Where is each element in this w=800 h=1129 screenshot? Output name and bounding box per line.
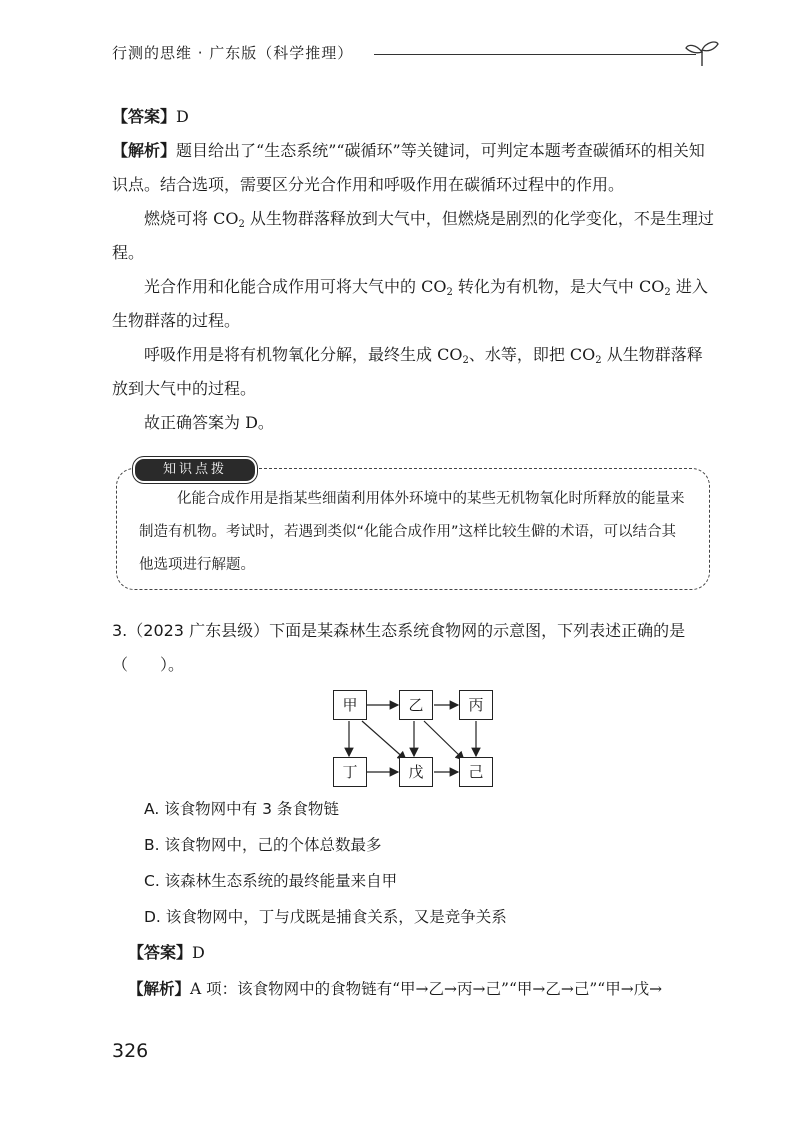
- q3-analysis: [128, 974, 718, 1004]
- analysis-intro: 题目给出了“生态系统”“碳循环”等关键词，可判定本题考查碳循环的相关知识点。结合选项，需要区分光合作用和呼吸作用在碳循环过程中的作用。: [112, 141, 705, 194]
- option-b: B. 该食物网中，己的个体总数最多: [144, 836, 382, 854]
- node-yi: 乙: [399, 690, 433, 720]
- answer-tag: 【答案】: [112, 107, 177, 126]
- node-ding: 丁: [333, 757, 367, 787]
- analysis-tag: 【解析】: [128, 979, 191, 998]
- node-bing: 丙: [459, 690, 493, 720]
- q2-paragraph-burning: 燃烧可将 $CO_2$ 从生物群落释放到大气中，但燃烧是剧烈的化学变化，不是生理过程。: [112, 209, 714, 262]
- q2-conclusion: 故正确答案为 D。: [144, 413, 274, 432]
- node-wu: 戊: [399, 757, 433, 787]
- running-header: [112, 38, 712, 68]
- option-a: A. 该食物网中有 3 条食物链: [144, 800, 339, 818]
- tip-badge: [133, 457, 257, 483]
- q3-stem: 3.（2023 广东县级）下面是某森林生态系统食物网的示意图，下列表述正确的是（ ）。: [112, 621, 686, 674]
- option-d: D. 该食物网中，丁与戊既是捕食关系，又是竞争关系: [144, 908, 507, 926]
- answer-value: D: [192, 943, 205, 962]
- header-title: 行测的思维 · 广东版（科学推理）: [112, 44, 354, 62]
- node-jia: 甲: [333, 690, 367, 720]
- tip-text: 化能合成作用是指某些细菌利用体外环境中的某些无机物氧化时所释放的能量来制造有机物。考试时，若遇到类似“化能合成作用”这样比较生僻的术语，可以结合其他选项进行解题。: [139, 491, 685, 573]
- option-c: C. 该森林生态系统的最终能量来自甲: [144, 872, 398, 890]
- tip-badge-label: 知识点拨: [162, 462, 227, 477]
- q2-answer: [112, 100, 716, 134]
- sprout-icon: [684, 38, 720, 68]
- analysis-text: A 项：该食物网中的食物链有“甲→乙→丙→己”“甲→乙→己”“甲→戊→: [190, 980, 663, 998]
- q3-answer: [128, 938, 205, 968]
- arrow-yi-ji: [424, 721, 464, 760]
- node-ji: 己: [459, 757, 493, 787]
- answer-tag: 【答案】: [128, 943, 193, 962]
- analysis-tag: 【解析】: [112, 141, 177, 160]
- header-rule: [374, 54, 696, 55]
- answer-value: D: [176, 107, 189, 126]
- q2-paragraph-photosynthesis: 光合作用和化能合成作用可将大气中的 $CO_2$ 转化为有机物，是大气中 $CO_2$ 进入生物群落的过程。: [112, 277, 708, 330]
- q2-analysis: [112, 134, 716, 202]
- food-web-diagram: [320, 684, 500, 790]
- tip-box: [116, 462, 710, 590]
- arrow-jia-wu: [362, 721, 406, 760]
- q2-paragraph-respiration: 呼吸作用是将有机物氧化分解，最终生成 $CO_2$、水等，即把 $CO_2$ 从生物群落释放到大气中的过程。: [112, 345, 703, 398]
- page-number: 326: [112, 1040, 149, 1062]
